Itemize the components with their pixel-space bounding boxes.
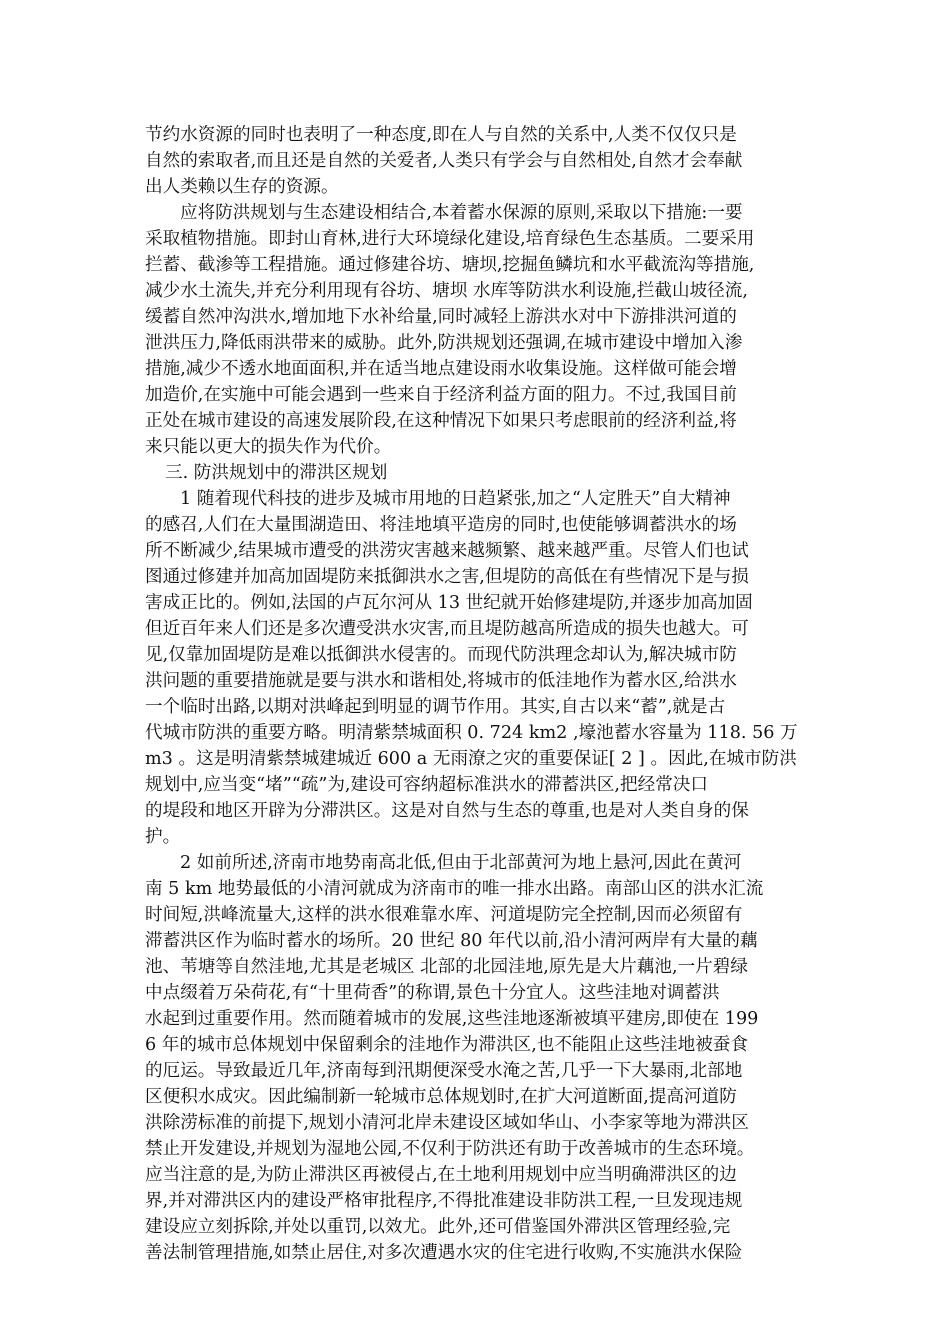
paragraph-detention-2: 2 如前所述,济南市地势南高北低,但由于北部黄河为地上悬河,因此在黄河 南 5 km 地势最低的小清河就成为济南市的唯一排水出路。南部山区的洪水汇流 时间短,洪峰流量大,这样的洪水很难靠水库、河道堤防完全控制,因而必须留有 滞蓄洪区作为临时蓄水的场所。20 世纪 80 年代以前,沿小清河两岸有大量的藕 池、苇塘等自然洼地,尤其是老城区 北部的北园洼地,原先是大片藕池,一片碧绿 中点缀着万朵荷花,有“十里荷香”的称谓,景色十分宜人。这些洼地对调蓄洪 水起到过重要作用。然而随着城市的发展,这些洼地逐渐被填平建房,即使在 199 6 年的城市总体规划中保留剩余的洼地作为滞洪区,也不能阻止这些洼地被蚕食 的厄运。导致最近几年,济南每到汛期便深受水淹之苦,几乎一下大暴雨,北部地 区便积水成灾。因此编制新一轮城市总体规划时,在扩大河道断面,提高河道防 洪除涝标准的前提下,规划小清河北岸未建设区域如华山、小李家等地为滞洪区 禁止开发建设,并规划为湿地公园,不仅利于防洪还有助于改善城市的生态环境。 应当注意的是,为防止滞洪区再被侵占,在土地利用规划中应当明确滞洪区的边 界,并对滞洪区内的建设严格审批程序,不得批准建设非防洪工程,一旦发现违规 建设应立刻拆除,并处以重罚,以效尤。此外,还可借鉴国外滞洪区管理经验,完 善法制管理措施,如禁止居住,对多次遭遇水灾的住宅进行收购,不实施洪水保险 [145,853,764,1263]
paragraph-detention-1: 1 随着现代科技的进步及城市用地的日趋紧张,加之“人定胜天”自大精神 的感召,人们在大量围湖造田、将洼地填平造房的同时,也使能够调蓄洪水的场 所不断减少,结果城市遭受的洪涝灾害越来越频繁、越来越严重。尽管人们也试 图通过修建并加高加固堤防来抵御洪水之害,但堤防的高低在有些情况下是与损 害成正比的。例如,法国的卢瓦尔河从 13 世纪就开始修建堤防,并逐步加高加固 但近百年来人们还是多次遭受洪水灾害,而且堤防越高所造成的损失也越大。可 见,仅靠加固堤防是难以抵御洪水侵害的。而现代防洪理念却认为,解决城市防 洪问题的重要措施就是要与洪水和谐相处,将城市的低洼地作为蓄水区,给洪水 一个临时出路,以期对洪峰起到明显的调节作用。其实,自古以来“蓄”,就是古 代城市防洪的重要方略。明清紫禁城面积 0. 724 km2 ,壕池蓄水容量为 118. 56 万 m3 。这是明清紫禁城建城近 600 a 无雨潦之灾的重要保证[ 2 ] 。因此,在城市防洪 规划中,应当变“堵”“疏”为,建设可容纳超标准洪水的滞蓄洪区,把经常决口 的堤段和地区开辟为分滞洪区。这是对自然与生态的尊重,也是对人类自身的保 护。 [145,489,798,847]
paragraph-flood-ecology: 应将防洪规划与生态建设相结合,本着蓄水保源的原则,采取以下措施:一要 采取植物措施。即封山育林,进行大环境绿化建设,培育绿色生态基质。二要采用 拦蓄、截渗等工程措施。通过修建谷坊、塘坝,挖掘鱼鳞坑和水平截流沟等措施, 减少水土流失,并充分利用现有谷坊、塘坝 水库等防洪水利设施,拦截山坡径流, 缓蓄自然冲沟洪水,增加地下水补给量,同时减轻上游洪水对中下游排洪河道的 泄洪压力,降低雨洪带来的威胁。此外,防洪规划还强调,在城市建设中增加入渗 措施,减少不透水地面面积,并在适当地点建设雨水收集设施。这样做可能会增 加造价,在实施中可能会遇到一些来自于经济利益方面的阻力。不过,我国目前 正处在城市建设的高速发展阶段,在这种情况下如果只考虑眼前的经济利益,将 来只能以更大的损失作为代价。 [145,203,755,457]
document-page [145,122,805,1266]
paragraph-water-conservation: 节约水资源的同时也表明了一种态度,即在人与自然的关系中,人类不仅仅只是 自然的索取者,而且还是自然的关爱者,人类只有学会与自然相处,自然才会奉献 出人类赖以生存的资源。 [145,125,743,197]
section-heading-detention-area: 三. 防洪规划中的滞洪区规划 [165,463,388,483]
